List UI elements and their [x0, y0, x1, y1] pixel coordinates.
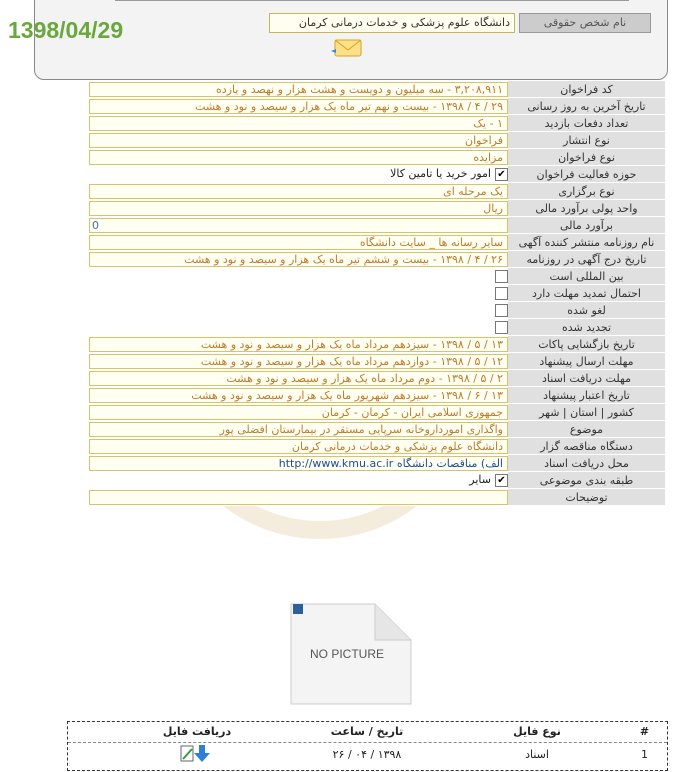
field-value: الف) مناقصات دانشگاه http://www.kmu.ac.ir — [89, 456, 508, 471]
no-picture-text: NO PICTURE — [309, 647, 385, 661]
field-value-cell — [89, 387, 508, 404]
file-date: ۱۳۹۸ / ۰۴ / ۲۶ — [332, 748, 402, 761]
field-value: ۱۲ / ۵ / ۱۳۹۸ - دوازدهم مرداد ماه یک هزار و سیصد و نود و هشت — [89, 354, 508, 369]
field-value-cell — [89, 81, 508, 98]
field-label: احتمال تمدید مهلت دارد — [508, 285, 665, 302]
date-stamp: 1398/04/29 — [8, 17, 124, 43]
field-value-cell — [89, 149, 508, 166]
checkbox-row — [89, 472, 665, 489]
field-label: واحد پولی برآورد مالی — [508, 200, 665, 217]
field-label: کشور | استان | شهر — [508, 404, 665, 421]
field-value: جمهوری اسلامی ایران - کرمان - کرمان — [89, 405, 508, 420]
tender-details-table — [89, 81, 665, 506]
field-row — [89, 421, 665, 438]
field-value-cell — [89, 234, 508, 251]
field-row — [89, 115, 665, 132]
field-row — [89, 234, 665, 251]
field-value-cell — [89, 353, 508, 370]
header-type: نوع فایل — [513, 725, 561, 738]
field-label: برآورد مالی — [508, 217, 665, 234]
field-value: یک مرحله ای — [89, 184, 508, 199]
download-cell[interactable] — [112, 743, 282, 767]
checkbox-label: سایر — [469, 473, 491, 487]
field-row — [89, 132, 665, 149]
field-value-cell — [89, 115, 508, 132]
checkbox[interactable] — [495, 304, 508, 317]
field-row — [89, 98, 665, 115]
field-label: تجدید شده — [508, 319, 665, 336]
field-row — [89, 455, 665, 472]
field-value-cell — [89, 98, 508, 115]
header-download: دریافت فایل — [162, 725, 232, 738]
checkbox[interactable] — [495, 321, 508, 334]
envelope-icon[interactable] — [331, 37, 365, 62]
field-label: تاریخ آخرین به روز رسانی — [508, 98, 665, 115]
field-row — [89, 336, 665, 353]
checkbox-cell — [89, 472, 508, 489]
legal-entity-label: نام شخص حقوقی — [519, 13, 651, 33]
field-row — [89, 489, 665, 506]
field-value: ریال — [89, 201, 508, 216]
field-value-cell — [89, 438, 508, 455]
file-num: 1 — [641, 748, 648, 761]
field-label: موضوع — [508, 421, 665, 438]
field-value-cell — [89, 251, 508, 268]
checkbox-cell — [89, 285, 508, 302]
field-value: سایر رسانه ها _ سایت دانشگاه — [89, 235, 508, 250]
field-row — [89, 217, 665, 234]
field-row — [89, 370, 665, 387]
field-value-cell — [89, 132, 508, 149]
field-row — [89, 149, 665, 166]
field-label: نوع فراخوان — [508, 149, 665, 166]
checkbox[interactable] — [495, 287, 508, 300]
field-label: حوزه فعالیت فراخوان — [508, 166, 665, 183]
field-value-cell — [89, 217, 508, 234]
field-value: ۲۶ / ۴ / ۱۳۹۸ - بیست و ششم تیر ماه یک هزار و سیصد و نود و هشت — [89, 252, 508, 267]
field-label: کد فراخوان — [508, 81, 665, 98]
field-value-cell — [89, 489, 508, 506]
field-label: مهلت ارسال پیشنهاد — [508, 353, 665, 370]
field-label: تعداد دفعات بازدید — [508, 115, 665, 132]
field-value: 0 — [89, 218, 508, 233]
field-row — [89, 353, 665, 370]
checkbox-row — [89, 319, 665, 336]
checkbox-label: امور خرید یا تامین کالا — [390, 167, 491, 181]
top-bar — [115, 0, 629, 1]
checkbox-row — [89, 302, 665, 319]
field-value-cell — [89, 455, 508, 472]
field-value: ۳,۲۰۸,۹۱۱ - سه میلیون و دویست و هشت هزار و نهصد و یازده — [89, 82, 508, 97]
field-value-cell — [89, 183, 508, 200]
download-icon[interactable] — [177, 743, 217, 763]
top-panel — [34, 0, 668, 80]
table-row — [68, 743, 667, 767]
checkbox[interactable]: ✔ — [495, 168, 508, 181]
legal-entity-value: دانشگاه علوم پزشکی و خدمات درمانی کرمان — [269, 13, 515, 33]
field-label: نوع برگزاری — [508, 183, 665, 200]
file-table — [67, 721, 668, 771]
checkbox-row — [89, 285, 665, 302]
field-value: مزایده — [89, 150, 508, 165]
field-value: واگذاری امورداروخانه سرپایی مستقر در بیمارستان افضلی پور — [89, 422, 508, 437]
file-type: اسناد — [525, 748, 549, 761]
file-table-header — [68, 722, 667, 743]
field-label: طبقه بندی موضوعی — [508, 472, 665, 489]
field-label: توضیحات — [508, 489, 665, 506]
no-picture-image — [289, 602, 413, 706]
field-value-cell — [89, 336, 508, 353]
field-value: ۱ - یک — [89, 116, 508, 131]
field-value: ۱۳ / ۵ / ۱۳۹۸ - سیزدهم مرداد ماه یک هزار و سیصد و نود و هشت — [89, 337, 508, 352]
field-label: دستگاه مناقصه گزار — [508, 438, 665, 455]
field-value: دانشگاه علوم پزشکی و خدمات درمانی کرمان — [89, 439, 508, 454]
field-value-cell — [89, 421, 508, 438]
field-label: لغو شده — [508, 302, 665, 319]
field-label: تاریخ بازگشایی پاکات — [508, 336, 665, 353]
field-label: تاریخ درج آگهی در روزنامه — [508, 251, 665, 268]
field-value-cell — [89, 404, 508, 421]
checkbox[interactable]: ✔ — [495, 474, 508, 487]
field-row — [89, 404, 665, 421]
field-value: فراخوان — [89, 133, 508, 148]
field-label: تاریخ اعتبار پیشنهاد — [508, 387, 665, 404]
checkbox[interactable] — [495, 270, 508, 283]
field-label: محل دریافت اسناد — [508, 455, 665, 472]
field-value: ۲۹ / ۴ / ۱۳۹۸ - بیست و نهم تیر ماه یک هزار و سیصد و نود و هشت — [89, 99, 508, 114]
checkbox-cell — [89, 319, 508, 336]
field-value — [89, 490, 508, 505]
field-row — [89, 251, 665, 268]
checkbox-cell — [89, 302, 508, 319]
field-label: نام روزنامه منتشر کننده آگهی — [508, 234, 665, 251]
field-row — [89, 387, 665, 404]
header-date: تاریخ / ساعت — [330, 725, 404, 738]
header-num: # — [639, 725, 650, 738]
field-row — [89, 438, 665, 455]
field-row — [89, 81, 665, 98]
field-value: ۲ / ۵ / ۱۳۹۸ - دوم مرداد ماه یک هزار و سیصد و نود و هشت — [89, 371, 508, 386]
field-label: نوع انتشار — [508, 132, 665, 149]
checkbox-row — [89, 268, 665, 285]
checkbox-cell — [89, 268, 508, 285]
checkbox-cell — [89, 166, 508, 183]
field-value-cell — [89, 370, 508, 387]
field-label: مهلت دریافت اسناد — [508, 370, 665, 387]
field-label: بین المللی است — [508, 268, 665, 285]
field-row — [89, 183, 665, 200]
field-value: ۱۳ / ۶ / ۱۳۹۸ - سیزدهم شهریور ماه یک هزار و سیصد و نود و هشت — [89, 388, 508, 403]
field-row — [89, 200, 665, 217]
field-value-cell — [89, 200, 508, 217]
checkbox-row — [89, 166, 665, 183]
